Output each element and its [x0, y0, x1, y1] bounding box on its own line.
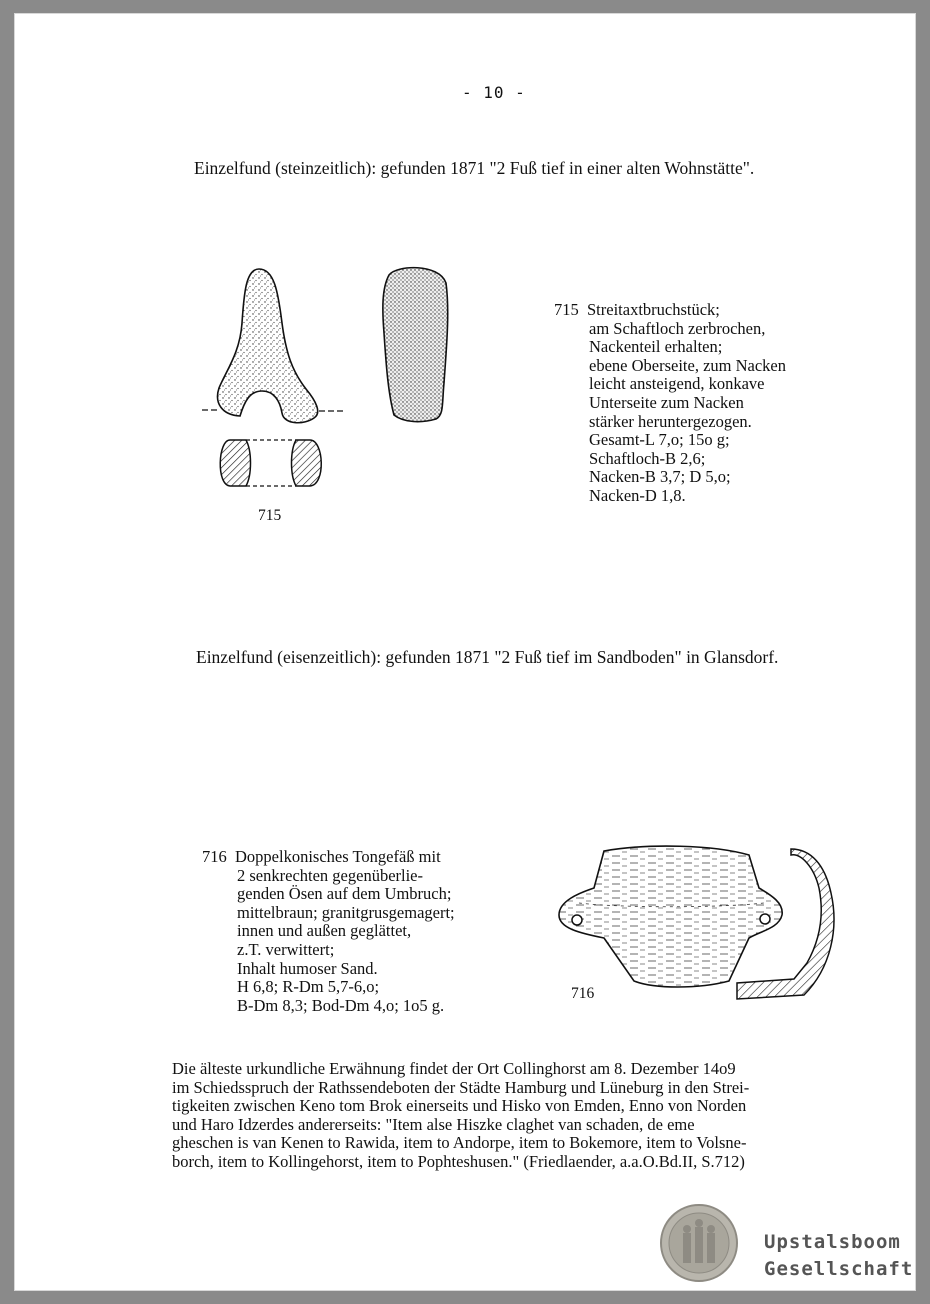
axe-fragment-drawing — [174, 253, 474, 503]
item-716-description: 716 Doppelkonisches Tongefäß mit 2 senkrechten gegenüberlie- genden Ösen auf dem Umbruch; mittelbraun; granitgrusgemagert; innen und außen geglättet, z.T. verwittert; Inhalt humoser Sand. H 6,8; R-Dm 5,7-6,o; B-Dm 8,3; Bod-Dm 4,o; 1o5 g. — [202, 847, 455, 1015]
item-716-number: 716 — [202, 847, 227, 866]
vessel-lug-left — [572, 915, 582, 925]
item-715-number: 715 — [554, 300, 579, 319]
logo-line-2: Gesellschaft — [764, 1258, 914, 1280]
figure-label-715: 715 — [258, 507, 282, 524]
page-number: - 10 - — [462, 83, 526, 102]
logo-line-1: Upstalsboom — [764, 1231, 901, 1253]
item-715-description: 715 Streitaxtbruchstück; am Schaftloch zerbrochen, Nackenteil erhalten; ebene Oberseite, zum Nacken leicht ansteigend, konkave Unterseite zum Nacken stärker heruntergezogen. Gesamt-L 7,o; 15o g; Schaftloch-B 2,6; Nacken-B 3,7; D 5,o; Nacken-D 1,8. — [554, 300, 786, 505]
figure-label-716: 716 — [571, 985, 595, 1002]
find-heading-iron-age: Einzelfund (eisenzeitlich): gefunden 1871 "2 Fuß tief im Sandboden" in Glansdorf. — [196, 647, 779, 667]
vessel-drawing — [539, 833, 839, 1008]
vessel-lug-right — [760, 914, 770, 924]
history-paragraph: Die älteste urkundliche Erwähnung findet der Ort Collinghorst am 8. Dezember 14o9 im Schiedsspruch der Rathssendeboten der Städte Hamburg und Lüneburg in den Strei- tigkeiten zwischen Keno tom Brok einerseits und Hisko von Emden, Enno von Norden und Haro Idzerdes andererseits: "Item alse Hiszke claghet van schaden, de eme gheschen is van Kenen to Rawida, item to Andorpe, item to Bokemore, item to Volsne- borch, item to Kollingehorst, item to Pophteshusen." (Friedlaender, a.a.O.Bd.II, S.712) — [172, 1059, 750, 1171]
axe-front-view — [218, 269, 318, 423]
axe-side-view — [383, 268, 448, 422]
vessel-body — [559, 846, 782, 987]
axe-cross-section-left — [220, 440, 250, 486]
find-heading-stone-age: Einzelfund (steinzeitlich): gefunden 1871 "2 Fuß tief in einer alten Wohnstätte". — [194, 158, 755, 178]
society-logo-text — [764, 1229, 913, 1283]
document-page — [14, 13, 916, 1291]
axe-cross-section-right — [292, 440, 322, 486]
seal-icon — [659, 1203, 739, 1283]
